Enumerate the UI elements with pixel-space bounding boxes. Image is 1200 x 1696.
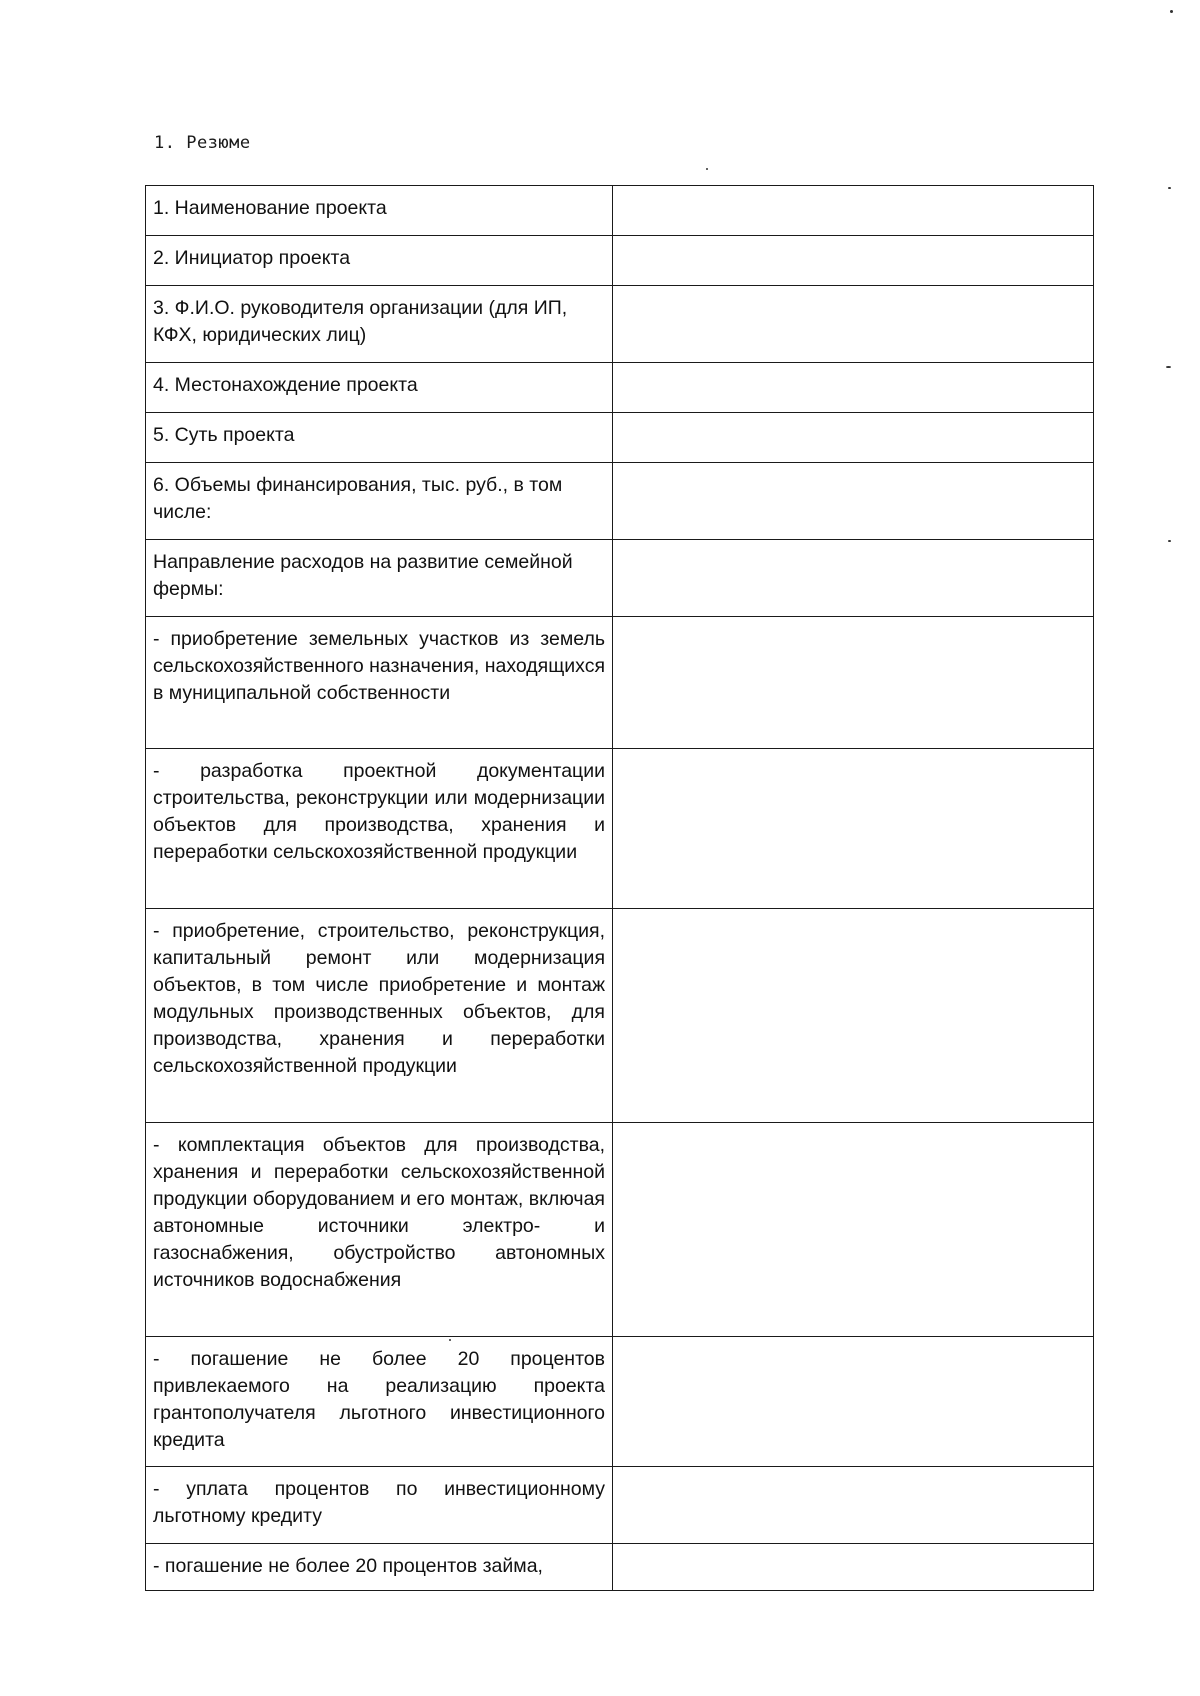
row-label-design-docs: - разработка проектной документации строительства, реконструкции или модернизации объектов для производства, хранения и переработки сельскохозяйственной продукции bbox=[146, 749, 613, 909]
row-value-equipment[interactable] bbox=[613, 1123, 1094, 1337]
scan-speck bbox=[1168, 540, 1171, 542]
table-row bbox=[146, 1467, 1094, 1544]
row-label-project-initiator: 2. Инициатор проекта bbox=[146, 236, 613, 286]
row-value-head-name[interactable] bbox=[613, 286, 1094, 363]
row-value-expense-direction[interactable] bbox=[613, 540, 1094, 617]
row-value-design-docs[interactable] bbox=[613, 749, 1094, 909]
row-label-project-name: 1. Наименование проекта bbox=[146, 186, 613, 236]
table-row bbox=[146, 1544, 1094, 1591]
row-value-land-purchase[interactable] bbox=[613, 617, 1094, 749]
scan-speck bbox=[1170, 10, 1173, 13]
row-label-loan-repayment-partial: - погашение не более 20 процентов займа, bbox=[146, 1544, 613, 1591]
table-row bbox=[146, 413, 1094, 463]
table-row bbox=[146, 186, 1094, 236]
row-label-equipment: - комплектация объектов для производства, хранения и переработки сельскохозяйственной продукции оборудованием и его монтаж, включая автономные источники электро- и газоснабжения, обустройство автономных источников водоснабжения bbox=[146, 1123, 613, 1337]
scan-speck bbox=[706, 168, 708, 170]
row-value-loan-repayment-partial[interactable] bbox=[613, 1544, 1094, 1591]
table-row bbox=[146, 1123, 1094, 1337]
table-row bbox=[146, 236, 1094, 286]
table-row bbox=[146, 749, 1094, 909]
project-summary-table bbox=[145, 185, 1094, 1591]
row-label-land-purchase: - приобретение земельных участков из земель сельскохозяйственного назначения, находящихся в муниципальной собственности bbox=[146, 617, 613, 749]
row-value-project-essence[interactable] bbox=[613, 413, 1094, 463]
row-label-loan-repayment: - погашение не более 20 процентов привлекаемого на реализацию проекта грантополучателя льготного инвестиционного кредита bbox=[146, 1337, 613, 1467]
table-row bbox=[146, 463, 1094, 540]
row-label-project-essence: 5. Суть проекта bbox=[146, 413, 613, 463]
row-label-project-location: 4. Местонахождение проекта bbox=[146, 363, 613, 413]
scan-speck bbox=[449, 1339, 451, 1341]
table-row bbox=[146, 363, 1094, 413]
row-value-interest-payment[interactable] bbox=[613, 1467, 1094, 1544]
row-label-head-name: 3. Ф.И.О. руководителя организации (для ИП, КФХ, юридических лиц) bbox=[146, 286, 613, 363]
row-label-financing-volume: 6. Объемы финансирования, тыс. руб., в том числе: bbox=[146, 463, 613, 540]
scan-speck bbox=[1168, 187, 1171, 189]
row-value-project-name[interactable] bbox=[613, 186, 1094, 236]
row-label-expense-direction: Направление расходов на развитие семейной фермы: bbox=[146, 540, 613, 617]
scan-speck bbox=[1166, 366, 1171, 368]
table-row bbox=[146, 286, 1094, 363]
row-label-construction: - приобретение, строительство, реконструкция, капитальный ремонт или модернизация объектов, в том числе приобретение и монтаж модульных производственных объектов, для производства, хранения и переработки сельскохозяйственной продукции bbox=[146, 909, 613, 1123]
table-row bbox=[146, 540, 1094, 617]
row-value-project-initiator[interactable] bbox=[613, 236, 1094, 286]
table-row bbox=[146, 909, 1094, 1123]
section-heading: 1. Резюме bbox=[154, 133, 251, 153]
row-value-loan-repayment[interactable] bbox=[613, 1337, 1094, 1467]
table-row bbox=[146, 617, 1094, 749]
row-value-financing-volume[interactable] bbox=[613, 463, 1094, 540]
row-value-construction[interactable] bbox=[613, 909, 1094, 1123]
row-label-interest-payment: - уплата процентов по инвестиционному льготному кредиту bbox=[146, 1467, 613, 1544]
table-row bbox=[146, 1337, 1094, 1467]
row-value-project-location[interactable] bbox=[613, 363, 1094, 413]
